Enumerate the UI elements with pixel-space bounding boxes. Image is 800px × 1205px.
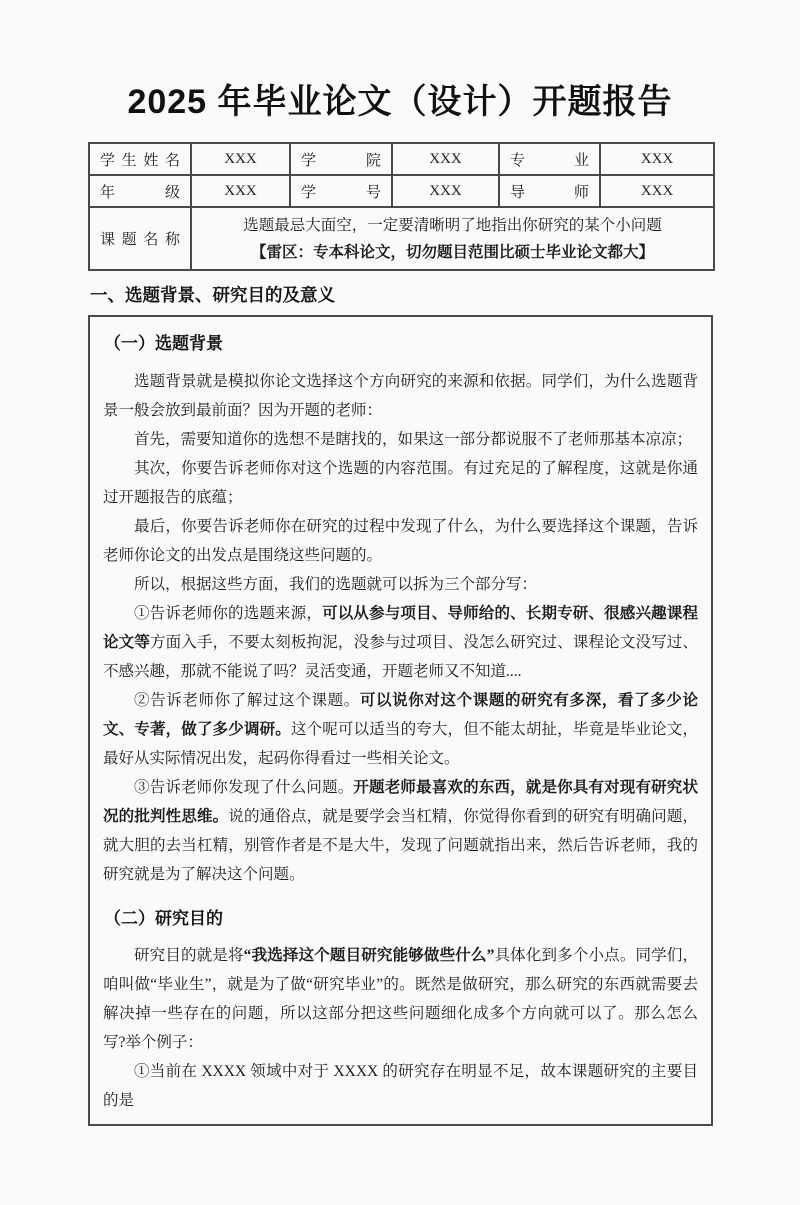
- field-value-topic-name: [191, 207, 714, 270]
- content-box: [88, 315, 713, 1126]
- paragraph: ①告诉老师你的选题来源，可以从参与项目、导师给的、长期专研、很感兴趣课程论文等方面入手，不要太刻板拘泥，没参与过项目、没怎么研究过、课程论文没写过、不感兴趣，那就不能说了吗？灵活变通，开题老师又不知道....: [103, 605, 698, 680]
- field-value-student-name: XXX: [191, 143, 290, 175]
- subsection-heading-background: （一）选题背景: [104, 334, 223, 353]
- table-row: [89, 143, 714, 175]
- field-label-student-id: 学号: [290, 175, 392, 207]
- field-value-student-id: XXX: [392, 175, 499, 207]
- paragraph: ②告诉老师你了解过这个课题。可以说你对这个课题的研究有多深，看了多少论文、专著，做了多少调研。这个呢可以适当的夸大，但不能太胡扯，毕竟是毕业论文，最好从实际情况出发，起码你得看过一些相关论文。: [103, 692, 698, 767]
- field-label-college: 学院: [290, 143, 392, 175]
- document-page: [0, 74, 800, 1205]
- field-label-major: 专业: [499, 143, 600, 175]
- paragraph-group-purpose: [103, 941, 698, 1115]
- info-table: [88, 142, 715, 271]
- paragraph: 最后，你要告诉老师你在研究的过程中发现了什么，为什么要选择这个课题，告诉老师你论文的出发点是围绕这些问题的。: [103, 518, 698, 564]
- topic-warning-line: 【雷区：专本科论文，切勿题目范围比硕士毕业论文都大】: [250, 243, 654, 261]
- table-row: [89, 175, 714, 207]
- table-row: [89, 207, 714, 270]
- field-value-major: XXX: [600, 143, 714, 175]
- paragraph: 研究目的就是将“我选择这个题目研究能够做些什么”具体化到多个小点。同学们，咱叫做“毕业生”，就是为了做“研究毕业”的。既然是做研究，那么研究的东西就需要去解决掉一些存在的问题，所以这部分把这些问题细化成多个方向就可以了。那么怎么写?举个例子：: [103, 947, 698, 1051]
- paragraph: 首先，需要知道你的选想不是瞎找的，如果这一部分都说服不了老师那基本凉凉；: [134, 431, 693, 448]
- paragraph: 选题背景就是模拟你论文选择这个方向研究的来源和依据。同学们，为什么选题背景一般会放到最前面？因为开题的老师：: [103, 373, 698, 419]
- paragraph: 所以，根据这些方面，我们的选题就可以拆为三个部分写：: [134, 576, 538, 593]
- field-label-advisor: 导师: [499, 175, 600, 207]
- field-label-grade: 年级: [89, 175, 191, 207]
- paragraph: 其次，你要告诉老师你对这个选题的内容范围。有过充足的了解程度，这就是你通过开题报告的底蕴；: [103, 460, 698, 506]
- field-value-grade: XXX: [191, 175, 290, 207]
- page-title: 2025 年毕业论文（设计）开题报告: [127, 83, 673, 121]
- paragraph: ③告诉老师你发现了什么问题。开题老师最喜欢的东西，就是你具有对现有研究状况的批判性思维。说的通俗点，就是要学会当杠精，你觉得你看到的研究有明确问题，就大胆的去当杠精，别管作者是不是大牛，发现了问题就指出来，然后告诉老师，我的研究就是为了解决这个问题。: [103, 779, 698, 883]
- paragraph: ①当前在 XXXX 领域中对于 XXXX 的研究存在明显不足，故本课题研究的主要目的是: [103, 1063, 698, 1109]
- topic-advice-line: 选题最忌大面空，一定要清晰明了地指出你研究的某个小问题: [243, 216, 662, 234]
- subsection-heading-purpose: （二）研究目的: [104, 909, 223, 928]
- paragraph-group-background: [103, 367, 698, 889]
- field-label-student-name: 学生姓名: [89, 143, 191, 175]
- field-value-advisor: XXX: [600, 175, 714, 207]
- field-label-topic-name: 课题名称: [89, 207, 191, 270]
- section-heading: 一、选题背景、研究目的及意义: [90, 285, 335, 305]
- field-value-college: XXX: [392, 143, 499, 175]
